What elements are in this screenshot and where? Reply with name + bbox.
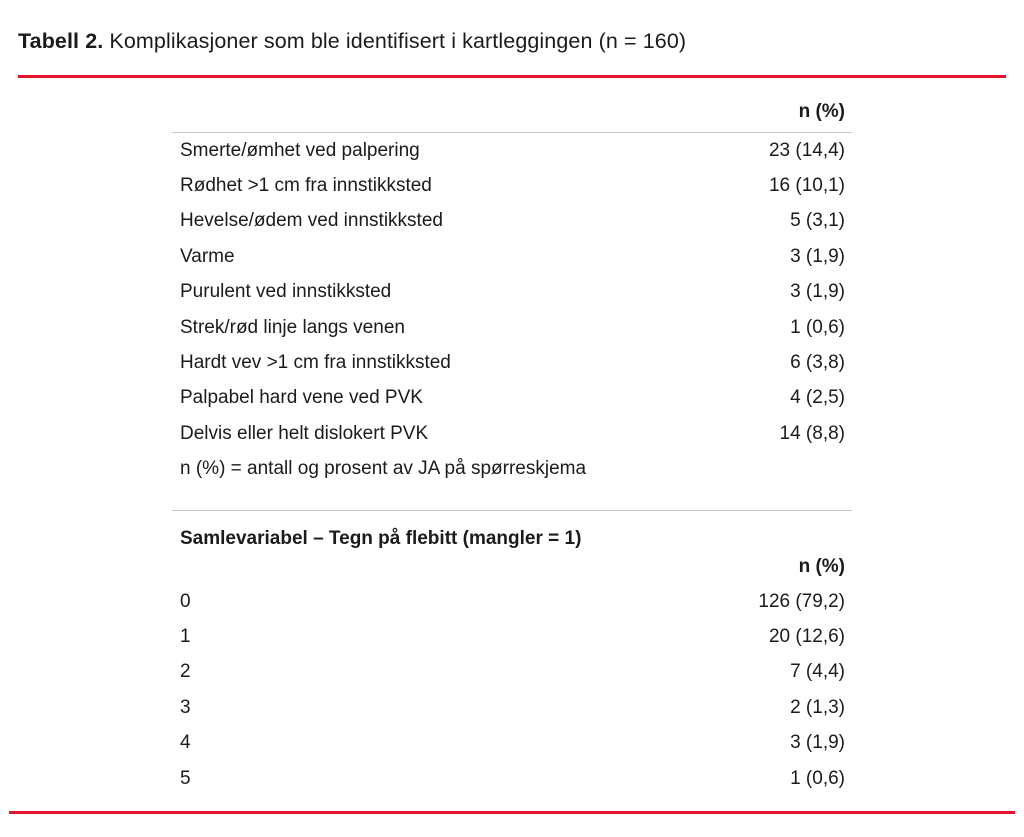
row-label: Varme: [180, 245, 235, 267]
row-value: 20 (12,6): [768, 625, 845, 647]
table-row: [172, 310, 852, 345]
row-label: Rødhet >1 cm fra innstikksted: [180, 175, 432, 197]
table-row: [172, 345, 852, 380]
table-row: [172, 381, 852, 416]
row-value: 4 (2,5): [790, 387, 845, 409]
table-row: [172, 619, 852, 654]
row-label: 3: [180, 696, 191, 718]
row-value: 2 (1,3): [790, 696, 845, 718]
row-value: 14 (8,8): [779, 422, 845, 444]
table-row: [172, 204, 852, 239]
column-header-n-pct: n (%): [172, 78, 852, 133]
table-row: [172, 584, 852, 619]
row-label: 4: [180, 732, 191, 754]
row-label: Palpabel hard vene ved PVK: [180, 387, 423, 409]
row-value: 7 (4,4): [790, 661, 845, 683]
complications-table: [172, 78, 852, 796]
row-value: 1 (0,6): [790, 767, 845, 789]
row-label: Delvis eller helt dislokert PVK: [180, 422, 429, 444]
row-label: Hardt vev >1 cm fra innstikksted: [180, 352, 451, 374]
row-value: 3 (1,9): [790, 732, 845, 754]
row-label: 5: [180, 767, 191, 789]
row-value: 3 (1,9): [790, 281, 845, 303]
table-row: [172, 133, 852, 168]
table-caption-number: Tabell 2.: [18, 29, 104, 53]
table-row: [172, 761, 852, 796]
table-footnote: n (%) = antall og prosent av JA på spørreskjema: [180, 458, 587, 480]
row-value: 6 (3,8): [790, 352, 845, 374]
table-row: [172, 416, 852, 451]
row-value: 23 (14,4): [768, 139, 845, 161]
row-label: Purulent ved innstikksted: [180, 281, 392, 303]
table-row: [172, 690, 852, 725]
row-value: 1 (0,6): [790, 316, 845, 338]
phlebitis-table: [172, 511, 852, 796]
table-row: [172, 275, 852, 310]
table-row: [172, 725, 852, 760]
table-row: [172, 239, 852, 274]
bottom-red-rule: [9, 811, 1015, 814]
row-label: 0: [180, 590, 191, 612]
row-value: 5 (3,1): [790, 210, 845, 232]
table-row: [172, 655, 852, 690]
table-caption: [0, 0, 1024, 56]
row-value: 3 (1,9): [790, 245, 845, 267]
row-label: Smerte/ømhet ved palpering: [180, 139, 420, 161]
column-header-n-pct: n (%): [798, 555, 845, 577]
row-value: 16 (10,1): [768, 175, 845, 197]
table-caption-text: Komplikasjoner som ble identifisert i kartleggingen (n = 160): [103, 29, 687, 53]
row-label: 1: [180, 625, 191, 647]
table-row: [172, 168, 852, 203]
phlebitis-section-header: Samlevariabel – Tegn på flebitt (mangler = 1): [180, 527, 582, 549]
row-value: 126 (79,2): [758, 590, 845, 612]
row-label: Hevelse/ødem ved innstikksted: [180, 210, 443, 232]
row-label: 2: [180, 661, 191, 683]
row-label: Strek/rød linje langs venen: [180, 316, 405, 338]
